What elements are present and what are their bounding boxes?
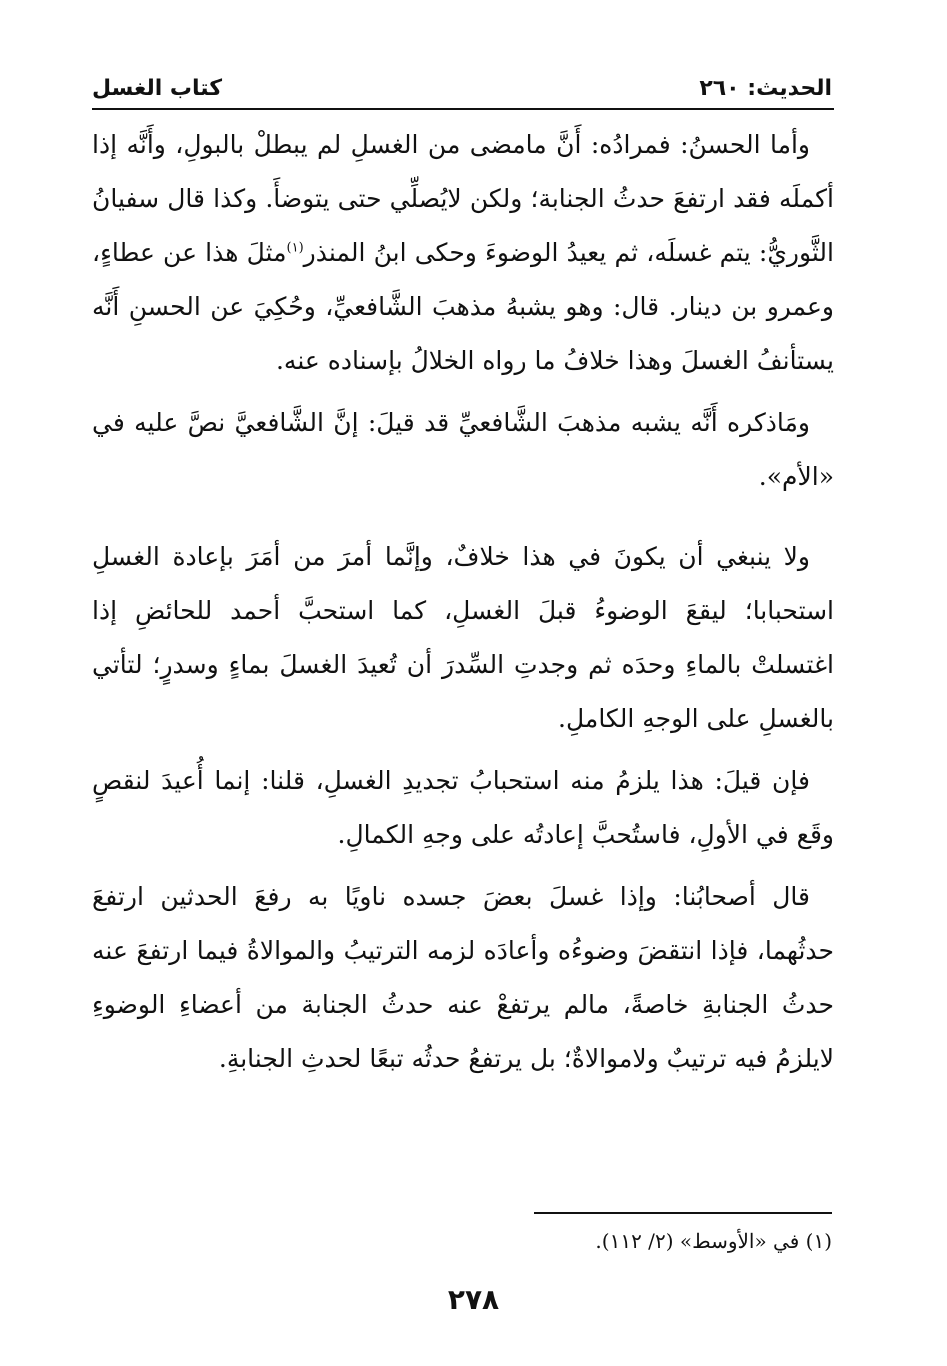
paragraph-1-text: وأما الحسنُ: فمرادُه: أَنَّ مامضى من الغسلِ لم يبطلْ بالبولِ، وأَنَّه إذا أكملَه فقد ارتفعَ حدثُ الجنابة؛ ولكن لايُصلِّي حتى يتوضأَ. وكذا قال سفيانُ الثَّوريُّ: يتم غسلَه، ثم يعيدُ الوضوءَ وحكى ابنُ المنذر xyxy=(92,130,834,267)
paragraph-4: فإن قيلَ: هذا يلزمُ منه استحبابُ تجديدِ الغسلِ، قلنا: إنما أُعيدَ لنقصٍ وقَع في الأولِ، فاستُحبَّ إعادتُه على وجهِ الكمالِ. xyxy=(92,766,834,849)
paragraph-1-continuation: مثلَ هذا عن عطاءٍ، وعمرو بن دينار. قال: وهو يشبهُ مذهبَ الشَّافعيِّ، وحُكِيَ xyxy=(92,238,835,321)
paragraph-1-end: عن الحسنِ أَنَّه يستأنفُ الغسلَ وهذا خلافُ ما رواه الخلالُ بإسناده عنه. xyxy=(92,292,834,375)
paragraph-5: قال أصحابُنا: وإذا غسلَ بعضَ جسده ناويًا به رفعَ الحدثين ارتفعَ حدثُهما، فإذا انتقضَ وضوءُه وأعادَه لزمه الترتيبُ والموالاةُ فيما ارتفعَ عنه حدثُ الجنابةِ خاصةً، مالم يرتفعْ عنه حدثُ الجنابة من أعضاءِ الوضوءِ لايلزمُ فيه ترتيبٌ ولاموالاةٌ؛ بل يرتفعُ حدثُه تبعًا لحدثِ الجنابةِ. xyxy=(92,882,834,1073)
footnote-rule xyxy=(534,1212,832,1214)
paragraph-3: ولا ينبغي أن يكونَ في هذا خلافٌ، وإنَّما أمرَ من أمَرَ بإعادة الغسلِ استحبابا؛ ليقعَ الوضوءُ قبلَ الغسلِ، كما استحبَّ أحمد للحائضِ إذا اغتسلتْ بالماءِ وحدَه ثم وجدتِ السِّدرَ أن تُعيدَ الغسلَ بماءٍ وسدرٍ؛ لتأتي بالغسلِ على الوجهِ الكاملِ. xyxy=(92,542,834,733)
running-header xyxy=(92,64,832,104)
header-chapter-title: كتاب الغسل xyxy=(92,76,223,101)
header-hadith-number: الحديث: ٢٦٠ xyxy=(699,76,832,101)
paragraph-2: ومَاذكره أَنَّه يشبه مذهبَ الشَّافعيِّ قد قيلَ: إنَّ الشَّافعيَّ نصَّ عليه في «الأم». xyxy=(92,408,834,491)
footnote: (١) في «الأوسط» (٢/ ١١٢). xyxy=(595,1229,832,1253)
main-text xyxy=(92,118,834,1094)
page-number: ٢٧٨ xyxy=(447,1283,500,1316)
paragraph-1 xyxy=(92,118,834,388)
header-rule xyxy=(92,108,834,110)
footnote-reference: (١) xyxy=(286,240,304,256)
